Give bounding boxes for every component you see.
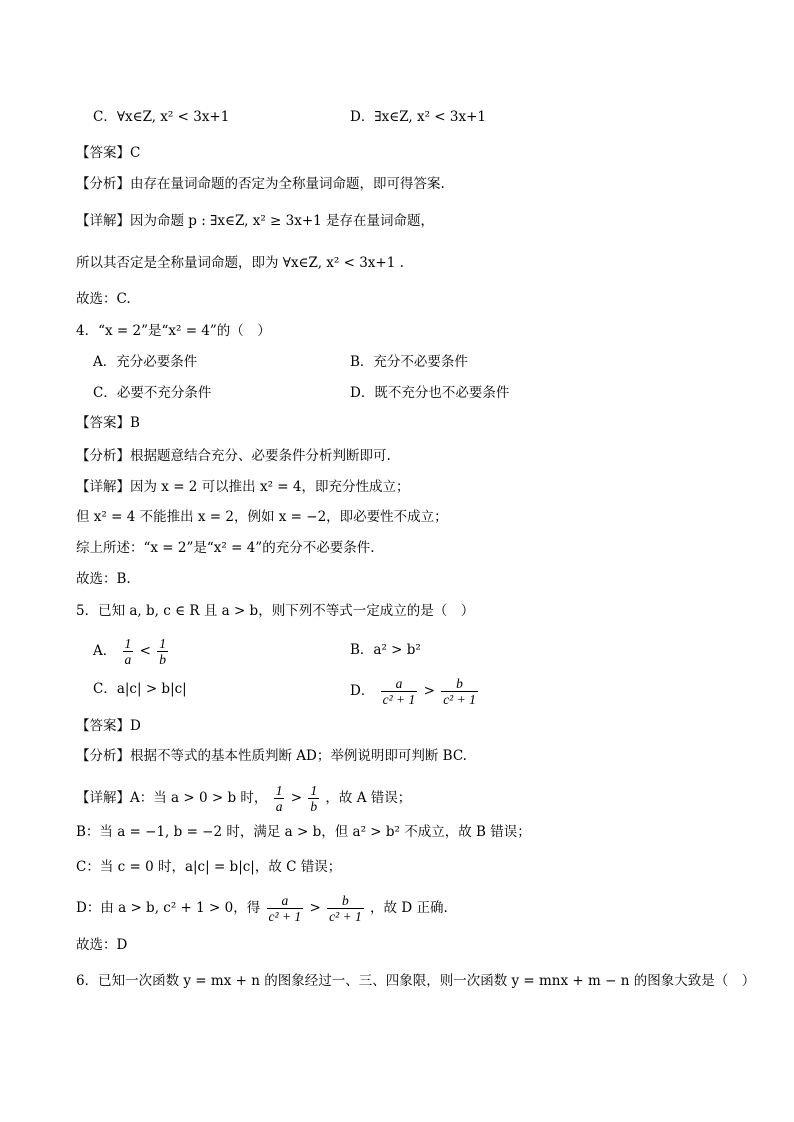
q5-option-a-label: A． <box>93 643 117 659</box>
q4-detail-1: 【详解】因为 x = 2 可以推出 x² = 4，即充分性成立； <box>76 479 410 495</box>
q4-stem: 4．“x = 2”是“x² = 4”的（ ） <box>76 323 271 339</box>
q5-choice: 故选：D <box>76 937 128 953</box>
q5-analysis: 【分析】根据不等式的基本性质判断 AD；举例说明即可判断 BC. <box>76 748 467 764</box>
q4-option-b: B．充分不必要条件 <box>350 354 468 370</box>
q5-stem: 5．已知 a, b, c ∈ R 且 a > b，则下列不等式一定成立的是（ ） <box>76 603 475 619</box>
fraction-a-over-c2p1: $\frac{a}{\text{c² + 1}}$ <box>382 676 416 707</box>
q5-option-c: C．a|c| > b|c| <box>93 681 187 697</box>
q3-detail-2: 所以其否定是全称量词命题，即为 ∀x∈Z, x² < 3x+1 . <box>76 255 404 271</box>
fraction-1-over-b: $\frac{1}{b}$ <box>310 783 318 814</box>
q5-option-d <box>350 676 480 707</box>
q5-option-a <box>93 636 170 667</box>
less-than-sign: < <box>139 643 151 659</box>
q5-option-b: B．a² > b² <box>350 642 421 658</box>
q5-detail-3: C：当 c = 0 时，a|c| = b|c|，故 C 错误； <box>76 859 342 875</box>
q4-option-c: C．必要不充分条件 <box>93 385 212 401</box>
q4-choice: 故选：B. <box>76 571 131 587</box>
q3-answer: 【答案】C <box>76 145 141 161</box>
fraction-b-over-c2p1: $\frac{b}{\text{c² + 1}}$ <box>329 893 362 924</box>
fraction-1-over-a: $\frac{1}{a}$ <box>275 783 283 814</box>
q4-answer: 【答案】B <box>76 415 140 431</box>
q4-option-a: A．充分必要条件 <box>93 354 198 370</box>
fraction-b-over-c2p1: $\frac{b}{\text{c² + 1}}$ <box>443 676 476 707</box>
q3-analysis: 【分析】由存在量词命题的否定为全称量词命题，即可得答案. <box>76 176 445 192</box>
fraction-1-over-a: $\frac{1}{a}$ <box>124 636 132 667</box>
q6-stem: 6．已知一次函数 y = mx + n 的图象经过一、三、四象限，则一次函数 y = mnx + m − n 的图象大致是（ ） <box>76 973 756 989</box>
q3-choice: 故选：C. <box>76 291 131 307</box>
q4-option-d: D．既不充分也不必要条件 <box>350 385 510 401</box>
q5-detail-2: B：当 a = −1, b = −2 时，满足 a > b，但 a² > b² 不成立，故 B 错误； <box>76 824 531 840</box>
q4-analysis: 【分析】根据题意结合充分、必要条件分析判断即可. <box>76 448 391 464</box>
q3-option-c: C．∀x∈Z, x² < 3x+1 <box>93 109 230 125</box>
q5-detail-4: D：由 a > b, c² + 1 > 0，得 $\frac{a}{\text{c² + 1}}$ > $\frac{b}{\text{c² + 1}}$ ，故 D 正确. <box>76 893 448 924</box>
q5-answer: 【答案】D <box>76 718 141 734</box>
q3-detail-1: 【详解】因为命题 p : ∃x∈Z, x² ≥ 3x+1 是存在量词命题， <box>76 213 435 229</box>
fraction-1-over-b: $\frac{1}{b}$ <box>159 636 166 667</box>
q4-detail-2: 但 x² = 4 不能推出 x = 2，例如 x = −2，即必要性不成立； <box>76 509 448 525</box>
fraction-a-over-c2p1: $\frac{a}{\text{c² + 1}}$ <box>268 893 302 924</box>
q3-option-d: D．∃x∈Z, x² < 3x+1 <box>350 109 487 125</box>
greater-than-sign: > <box>423 683 435 699</box>
q4-detail-3: 综上所述：“x = 2”是“x² = 4”的充分不必要条件. <box>76 540 375 556</box>
q5-option-d-label: D． <box>350 683 375 699</box>
q5-detail-1: 【详解】A：当 a > 0 > b 时， $\frac{1}{a}$ > $\frac{1}{b}$ ，故 A 错误； <box>76 783 412 814</box>
